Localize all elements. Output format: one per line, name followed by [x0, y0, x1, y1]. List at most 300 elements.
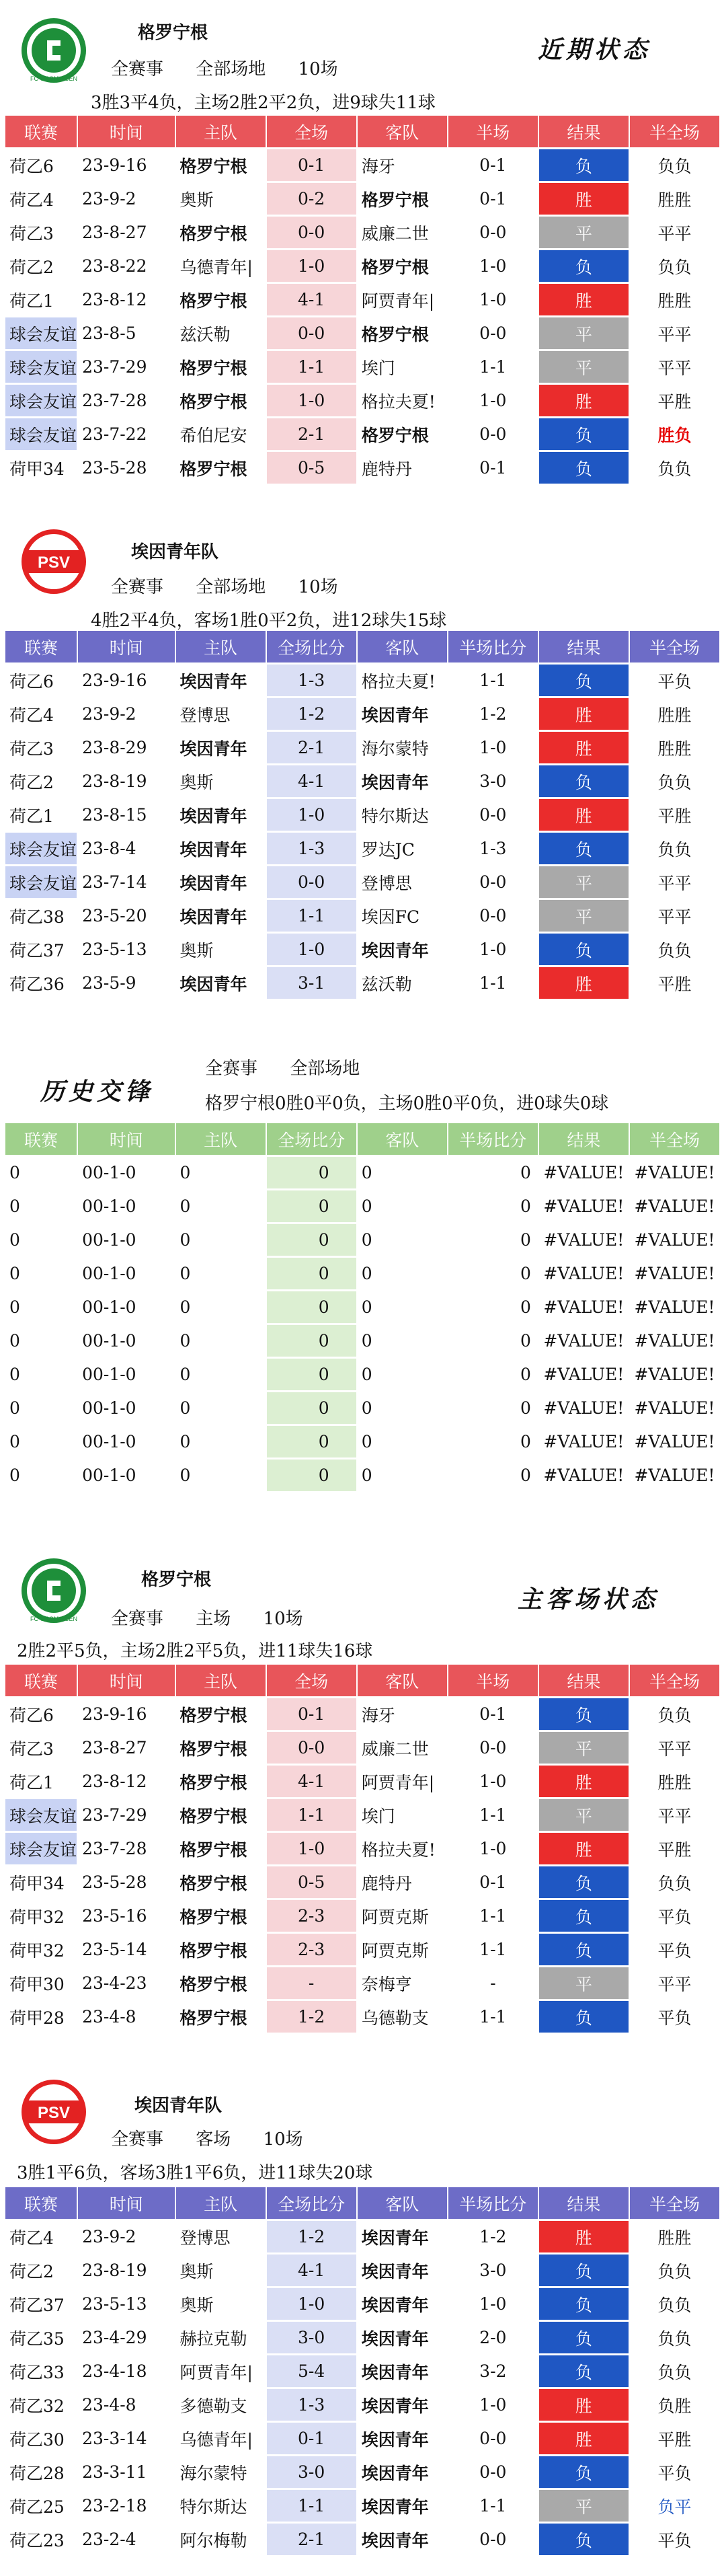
cell-result: 负: [539, 833, 630, 866]
table-row: [5, 1224, 721, 1258]
cell-home-team: 多德勒支: [176, 2389, 267, 2423]
cell-league: 荷乙25: [5, 2490, 78, 2524]
cell-home-team: 格罗宁根: [176, 1732, 267, 1766]
cell-league: 荷甲30: [5, 1967, 78, 2001]
cell-home-team: 0: [176, 1157, 267, 1190]
cell-league: 0: [5, 1258, 78, 1291]
cell-half-score: 0: [448, 1224, 539, 1258]
table-row: [5, 452, 721, 486]
recent-form-home-team: [0, 0, 724, 511]
column-header-ht-ft: 半全场: [630, 1123, 721, 1157]
cell-away-team: 兹沃勒: [358, 967, 448, 1001]
cell-date: 23-7-29: [78, 1799, 175, 1833]
table-row: [5, 2255, 721, 2288]
head-to-head: [0, 1022, 724, 1533]
cell-home-team: 格罗宁根: [176, 2001, 267, 2035]
cell-home-team: 格罗宁根: [176, 351, 267, 385]
psv-logo: [13, 2075, 94, 2149]
cell-date: 00-1-0: [78, 1426, 175, 1460]
column-header-result: 结果: [539, 2187, 630, 2221]
table-row: [5, 1392, 721, 1426]
cell-away-team: 埃因青年: [358, 765, 448, 799]
cell-home-team: 格罗宁根: [176, 217, 267, 250]
cell-date: 23-4-8: [78, 2389, 175, 2423]
cell-result: 平: [539, 1799, 630, 1833]
cell-ht-ft: 胜胜: [630, 698, 721, 732]
cell-full-score: 1-0: [267, 1833, 358, 1866]
column-header-ht-ft: 半全场: [630, 2187, 721, 2221]
table-row: [5, 2423, 721, 2456]
cell-half-score: 0-1: [448, 1866, 539, 1900]
cell-result: 负: [539, 765, 630, 799]
cell-home-team: 0: [176, 1190, 267, 1224]
cell-league: 荷乙38: [5, 900, 78, 934]
cell-result: 负: [539, 2524, 630, 2557]
filter-venue: 全部场地: [196, 577, 266, 597]
cell-full-score: 4-1: [267, 765, 358, 799]
cell-result: 胜: [539, 698, 630, 732]
cell-date: 23-4-29: [78, 2322, 175, 2355]
cell-ht-ft: 平平: [630, 1967, 721, 2001]
cell-home-team: 格罗宁根: [176, 1698, 267, 1732]
cell-date: 00-1-0: [78, 1157, 175, 1190]
cell-home-team: 乌德青年|: [176, 250, 267, 284]
section-title: 主客场状态: [518, 1585, 659, 1614]
cell-league: 荷乙23: [5, 2524, 78, 2557]
cell-full-score: 1-0: [267, 799, 358, 833]
cell-league: 荷乙1: [5, 799, 78, 833]
cell-away-team: 0: [358, 1224, 448, 1258]
cell-date: 00-1-0: [78, 1325, 175, 1359]
column-header-home-team: 主队: [176, 1123, 267, 1157]
cell-full-score: 4-1: [267, 2255, 358, 2288]
cell-full-score: 1-1: [267, 2490, 358, 2524]
cell-home-team: 格罗宁根: [176, 1799, 267, 1833]
table-row: [5, 967, 721, 1001]
table-row: [5, 1426, 721, 1460]
cell-date: 00-1-0: [78, 1359, 175, 1392]
column-header-date: 时间: [78, 1665, 175, 1698]
cell-half-score: 0-1: [448, 149, 539, 183]
cell-full-score: 0-1: [267, 1698, 358, 1732]
cell-ht-ft: 平负: [630, 1900, 721, 1934]
cell-ht-ft: 平平: [630, 1799, 721, 1833]
table-row: [5, 1190, 721, 1224]
cell-half-score: 3-2: [448, 2355, 539, 2389]
cell-ht-ft: 平负: [630, 2456, 721, 2490]
column-header-half-score: 半场: [448, 1665, 539, 1698]
column-header-result: 结果: [539, 1123, 630, 1157]
table-row: [5, 799, 721, 833]
groningen-logo: [13, 1554, 94, 1628]
cell-home-team: 格罗宁根: [176, 1866, 267, 1900]
cell-league: 荷乙1: [5, 284, 78, 317]
cell-league: 荷乙4: [5, 2221, 78, 2255]
cell-full-score: 3-1: [267, 967, 358, 1001]
cell-away-team: 埃因青年: [358, 934, 448, 967]
cell-half-score: 0-0: [448, 418, 539, 452]
cell-ht-ft: 平胜: [630, 967, 721, 1001]
cell-ht-ft: 平胜: [630, 385, 721, 418]
filter-line: [111, 573, 365, 598]
cell-ht-ft: #VALUE!: [630, 1157, 721, 1190]
cell-result: 胜: [539, 732, 630, 765]
column-header-half-score: 半场: [448, 116, 539, 149]
cell-league: 荷乙6: [5, 665, 78, 698]
table-row: [5, 2355, 721, 2389]
cell-away-team: 0: [358, 1291, 448, 1325]
cell-full-score: 1-3: [267, 665, 358, 698]
cell-home-team: 奥斯: [176, 2255, 267, 2288]
home-away-form-away-team: [0, 2065, 724, 2576]
table-row: [5, 1291, 721, 1325]
cell-ht-ft: #VALUE!: [630, 1325, 721, 1359]
cell-date: 23-9-2: [78, 183, 175, 217]
cell-home-team: 格罗宁根: [176, 1967, 267, 2001]
cell-ht-ft: 平胜: [630, 1833, 721, 1866]
cell-ht-ft: 负负: [630, 833, 721, 866]
cell-result: #VALUE!: [539, 1157, 630, 1190]
form-summary: 2胜2平5负，主场2胜2平5负，进11球失16球: [17, 1641, 373, 1661]
cell-half-score: 0: [448, 1426, 539, 1460]
filter-line: [111, 2125, 330, 2150]
cell-home-team: 阿贾青年|: [176, 2355, 267, 2389]
table-row: [5, 1934, 721, 1967]
cell-date: 23-8-29: [78, 732, 175, 765]
cell-date: 23-7-28: [78, 385, 175, 418]
table-header-row: [5, 631, 721, 665]
cell-league: 荷乙30: [5, 2423, 78, 2456]
cell-ht-ft: 负平: [630, 2490, 721, 2524]
column-header-away-team: 客队: [358, 1123, 448, 1157]
column-header-result: 结果: [539, 116, 630, 149]
cell-full-score: 1-1: [267, 351, 358, 385]
cell-league: 0: [5, 1291, 78, 1325]
cell-home-team: 埃因青年: [176, 799, 267, 833]
cell-home-team: 格罗宁根: [176, 1766, 267, 1799]
cell-half-score: 1-1: [448, 2001, 539, 2035]
filter-competition: 全赛事: [111, 2129, 164, 2150]
cell-result: 胜: [539, 967, 630, 1001]
cell-date: 23-8-12: [78, 1766, 175, 1799]
cell-ht-ft: 平平: [630, 1732, 721, 1766]
cell-home-team: 登博思: [176, 2221, 267, 2255]
cell-half-score: 0: [448, 1291, 539, 1325]
form-summary: 3胜3平4负，主场2胜2平2负，进9球失11球: [91, 93, 436, 113]
cell-away-team: 阿贾克斯: [358, 1900, 448, 1934]
cell-half-score: 1-0: [448, 284, 539, 317]
cell-date: 23-7-28: [78, 1833, 175, 1866]
cell-date: 00-1-0: [78, 1460, 175, 1493]
cell-home-team: 0: [176, 1258, 267, 1291]
cell-result: #VALUE!: [539, 1359, 630, 1392]
cell-result: 胜: [539, 1833, 630, 1866]
cell-league: 荷乙6: [5, 149, 78, 183]
cell-full-score: 2-1: [267, 418, 358, 452]
cell-ht-ft: 平胜: [630, 799, 721, 833]
cell-away-team: 0: [358, 1359, 448, 1392]
cell-result: 胜: [539, 385, 630, 418]
cell-away-team: 海牙: [358, 149, 448, 183]
column-header-date: 时间: [78, 631, 175, 665]
table-row: [5, 2490, 721, 2524]
cell-full-score: 1-0: [267, 385, 358, 418]
table-row: [5, 765, 721, 799]
filter-competition: 全赛事: [205, 1059, 258, 1079]
cell-date: 23-5-13: [78, 2288, 175, 2322]
cell-ht-ft: 平平: [630, 900, 721, 934]
h2h-table: [5, 1123, 721, 1493]
cell-result: 胜: [539, 1766, 630, 1799]
cell-home-team: 奥斯: [176, 183, 267, 217]
table-row: [5, 2001, 721, 2035]
cell-date: 23-9-16: [78, 665, 175, 698]
cell-league: 荷乙3: [5, 732, 78, 765]
cell-away-team: 埃因青年: [358, 2322, 448, 2355]
cell-away-team: 埃因青年: [358, 2355, 448, 2389]
cell-ht-ft: 负负: [630, 765, 721, 799]
table-row: [5, 2221, 721, 2255]
cell-half-score: 1-2: [448, 2221, 539, 2255]
cell-league: 荷乙2: [5, 765, 78, 799]
cell-full-score: 2-1: [267, 732, 358, 765]
column-header-league: 联赛: [5, 2187, 78, 2221]
cell-away-team: 埃因青年: [358, 2423, 448, 2456]
table-row: [5, 866, 721, 900]
table-row: [5, 385, 721, 418]
cell-date: 23-7-14: [78, 866, 175, 900]
cell-result: 负: [539, 418, 630, 452]
cell-home-team: 希伯尼安: [176, 418, 267, 452]
cell-away-team: 0: [358, 1426, 448, 1460]
column-header-full-score: 全场比分: [267, 2187, 358, 2221]
cell-date: 23-8-12: [78, 284, 175, 317]
cell-full-score: 1-1: [267, 1799, 358, 1833]
cell-date: 23-8-5: [78, 317, 175, 351]
cell-ht-ft: 平平: [630, 317, 721, 351]
cell-away-team: 0: [358, 1190, 448, 1224]
svg-text:FC GRONINGEN: FC GRONINGEN: [30, 75, 78, 82]
cell-half-score: 1-1: [448, 351, 539, 385]
cell-half-score: 1-0: [448, 385, 539, 418]
cell-league: 荷乙33: [5, 2355, 78, 2389]
cell-league: 荷乙1: [5, 1766, 78, 1799]
column-header-away-team: 客队: [358, 1665, 448, 1698]
cell-away-team: 格罗宁根: [358, 250, 448, 284]
cell-half-score: 2-0: [448, 2322, 539, 2355]
cell-date: 23-5-28: [78, 452, 175, 486]
cell-half-score: 1-0: [448, 1833, 539, 1866]
cell-full-score: 2-3: [267, 1934, 358, 1967]
psv-logo: [13, 525, 94, 599]
cell-result: 平: [539, 217, 630, 250]
cell-home-team: 埃因青年: [176, 665, 267, 698]
filter-venue: 客场: [196, 2129, 231, 2150]
cell-ht-ft: 负胜: [630, 2389, 721, 2423]
cell-away-team: 埃因青年: [358, 2524, 448, 2557]
cell-result: 负: [539, 1698, 630, 1732]
cell-league: 荷乙37: [5, 934, 78, 967]
cell-home-team: 0: [176, 1426, 267, 1460]
cell-result: 平: [539, 2490, 630, 2524]
cell-home-team: 赫拉克勒: [176, 2322, 267, 2355]
cell-half-score: 0: [448, 1325, 539, 1359]
cell-result: 负: [539, 665, 630, 698]
cell-date: 23-8-27: [78, 217, 175, 250]
cell-result: 负: [539, 2355, 630, 2389]
cell-home-team: 格罗宁根: [176, 385, 267, 418]
column-header-full-score: 全场: [267, 1665, 358, 1698]
cell-ht-ft: #VALUE!: [630, 1224, 721, 1258]
cell-full-score: 0: [267, 1157, 358, 1190]
table-row: [5, 2389, 721, 2423]
cell-league: 荷乙37: [5, 2288, 78, 2322]
cell-ht-ft: 平平: [630, 866, 721, 900]
cell-league: 球会友谊: [5, 317, 78, 351]
cell-home-team: 奥斯: [176, 934, 267, 967]
cell-date: 23-8-27: [78, 1732, 175, 1766]
table-row: [5, 2322, 721, 2355]
cell-away-team: 奈梅亨: [358, 1967, 448, 2001]
table-row: [5, 934, 721, 967]
cell-date: 23-5-20: [78, 900, 175, 934]
table-row: [5, 418, 721, 452]
cell-ht-ft: 负负: [630, 2288, 721, 2322]
cell-ht-ft: 平负: [630, 2524, 721, 2557]
column-header-league: 联赛: [5, 116, 78, 149]
cell-half-score: 1-1: [448, 1799, 539, 1833]
column-header-half-score: 半场比分: [448, 631, 539, 665]
cell-date: 23-4-8: [78, 2001, 175, 2035]
cell-away-team: 0: [358, 1157, 448, 1190]
cell-away-team: 海尔蒙特: [358, 732, 448, 765]
cell-home-team: 格罗宁根: [176, 1934, 267, 1967]
cell-half-score: -: [448, 1967, 539, 2001]
cell-home-team: 埃因青年: [176, 833, 267, 866]
cell-away-team: 格罗宁根: [358, 183, 448, 217]
cell-half-score: 1-1: [448, 1900, 539, 1934]
cell-result: 平: [539, 900, 630, 934]
cell-full-score: 0: [267, 1392, 358, 1426]
cell-result: 平: [539, 1967, 630, 2001]
cell-half-score: 1-1: [448, 665, 539, 698]
cell-ht-ft: 胜胜: [630, 1766, 721, 1799]
table-row: [5, 2456, 721, 2490]
column-header-date: 时间: [78, 1123, 175, 1157]
groningen-logo: [13, 13, 94, 87]
table-row: [5, 1799, 721, 1833]
cell-ht-ft: #VALUE!: [630, 1190, 721, 1224]
cell-result: #VALUE!: [539, 1426, 630, 1460]
cell-away-team: 阿贾青年|: [358, 284, 448, 317]
cell-ht-ft: 胜胜: [630, 183, 721, 217]
cell-full-score: 0: [267, 1291, 358, 1325]
away-matches-table: [5, 2187, 721, 2557]
cell-league: 0: [5, 1325, 78, 1359]
cell-full-score: 0: [267, 1460, 358, 1493]
cell-half-score: 0: [448, 1258, 539, 1291]
cell-home-team: 格罗宁根: [176, 149, 267, 183]
cell-away-team: 格罗宁根: [358, 418, 448, 452]
cell-full-score: 0: [267, 1258, 358, 1291]
cell-away-team: 埃因青年: [358, 2221, 448, 2255]
cell-away-team: 鹿特丹: [358, 452, 448, 486]
form-summary: 4胜2平4负，客场1胜0平2负，进12球失15球: [91, 611, 447, 631]
table-row: [5, 217, 721, 250]
cell-half-score: 0-0: [448, 2423, 539, 2456]
cell-home-team: 埃因青年: [176, 732, 267, 765]
column-header-home-team: 主队: [176, 631, 267, 665]
cell-home-team: 登博思: [176, 698, 267, 732]
cell-away-team: 乌德勒支: [358, 2001, 448, 2035]
cell-result: 胜: [539, 2221, 630, 2255]
cell-result: 负: [539, 2255, 630, 2288]
cell-full-score: 0: [267, 1426, 358, 1460]
table-row: [5, 1359, 721, 1392]
cell-away-team: 海牙: [358, 1698, 448, 1732]
cell-half-score: 0-0: [448, 2524, 539, 2557]
team-name: 格罗宁根: [141, 1570, 212, 1590]
cell-half-score: 1-0: [448, 732, 539, 765]
cell-home-team: 海尔蒙特: [176, 2456, 267, 2490]
cell-result: #VALUE!: [539, 1392, 630, 1426]
cell-away-team: 鹿特丹: [358, 1866, 448, 1900]
team-name: 埃因青年队: [134, 2096, 223, 2116]
home-away-form-home-team: [0, 1533, 724, 2058]
cell-full-score: 1-0: [267, 2288, 358, 2322]
cell-date: 23-5-14: [78, 1934, 175, 1967]
cell-half-score: 0-0: [448, 2456, 539, 2490]
cell-league: 球会友谊: [5, 1799, 78, 1833]
cell-league: 荷乙36: [5, 967, 78, 1001]
column-header-home-team: 主队: [176, 116, 267, 149]
column-header-league: 联赛: [5, 1123, 78, 1157]
table-row: [5, 2524, 721, 2557]
cell-full-score: 1-2: [267, 698, 358, 732]
cell-league: 荷甲34: [5, 452, 78, 486]
table-row: [5, 149, 721, 183]
cell-half-score: 0: [448, 1157, 539, 1190]
cell-league: 荷乙3: [5, 217, 78, 250]
cell-ht-ft: 平负: [630, 2001, 721, 2035]
cell-home-team: 兹沃勒: [176, 317, 267, 351]
cell-away-team: 格拉夫夏!: [358, 385, 448, 418]
cell-half-score: 1-1: [448, 1934, 539, 1967]
cell-ht-ft: 负负: [630, 250, 721, 284]
filter-count: 10场: [298, 577, 338, 597]
cell-home-team: 0: [176, 1224, 267, 1258]
cell-half-score: 0-0: [448, 217, 539, 250]
cell-full-score: 0-5: [267, 1866, 358, 1900]
cell-ht-ft: #VALUE!: [630, 1359, 721, 1392]
cell-half-score: 0-1: [448, 452, 539, 486]
cell-league: 荷乙35: [5, 2322, 78, 2355]
cell-ht-ft: 平胜: [630, 2423, 721, 2456]
cell-full-score: 1-3: [267, 2389, 358, 2423]
cell-full-score: 0: [267, 1325, 358, 1359]
cell-date: 23-9-2: [78, 698, 175, 732]
table-row: [5, 1698, 721, 1732]
cell-ht-ft: 胜胜: [630, 284, 721, 317]
cell-result: 平: [539, 351, 630, 385]
cell-league: 荷乙4: [5, 183, 78, 217]
cell-away-team: 阿贾克斯: [358, 1934, 448, 1967]
cell-date: 23-7-22: [78, 418, 175, 452]
cell-half-score: 0: [448, 1460, 539, 1493]
cell-home-team: 格罗宁根: [176, 284, 267, 317]
table-header-row: [5, 1123, 721, 1157]
cell-half-score: 0-0: [448, 866, 539, 900]
